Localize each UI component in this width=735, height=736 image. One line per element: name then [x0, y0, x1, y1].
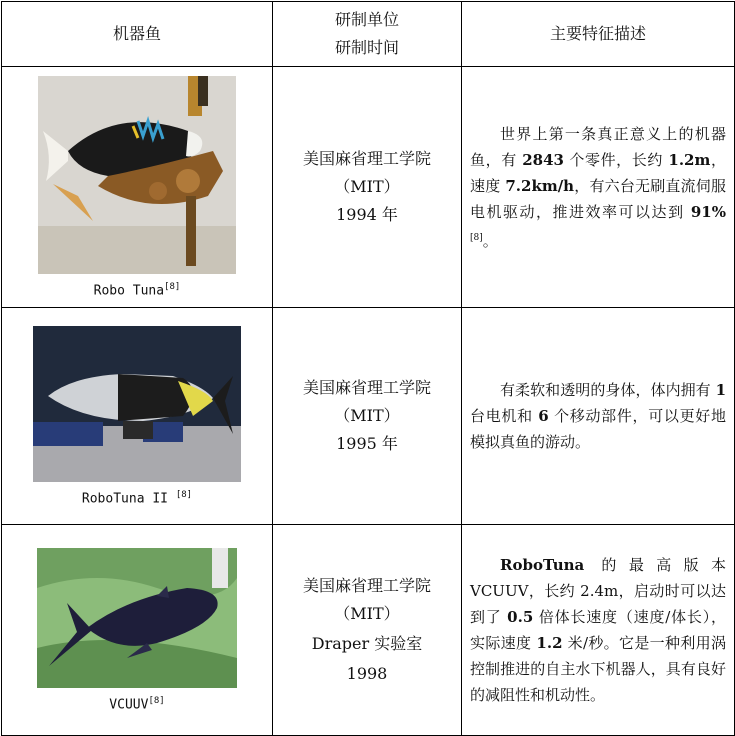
unit-year: 1998	[346, 664, 388, 683]
header-features-label: 主要特征描述	[549, 24, 646, 43]
fish-image-cell	[2, 308, 273, 525]
description-cell	[462, 308, 735, 525]
header-unit-time	[273, 2, 462, 67]
table-row	[2, 308, 735, 525]
unit-lab: Draper 实验室	[311, 634, 423, 653]
header-fish-label: 机器鱼	[112, 24, 161, 43]
caption-text: RoboTuna II	[81, 491, 168, 507]
unit-abbr: （MIT）	[334, 177, 400, 196]
robotuna-ii-photo	[33, 326, 241, 482]
fish-caption	[2, 696, 272, 712]
description-cell	[462, 525, 735, 736]
unit-year: 1995 年	[336, 434, 398, 453]
caption-ref: [8]	[148, 695, 165, 706]
header-features	[462, 2, 735, 67]
table-row	[2, 67, 735, 308]
unit-abbr: （MIT）	[334, 406, 400, 425]
header-fish	[2, 2, 273, 67]
unit-name: 美国麻省理工学院	[302, 149, 431, 168]
unit-year: 1994 年	[336, 205, 398, 224]
fish-caption	[2, 490, 272, 506]
vcuuv-photo	[37, 548, 237, 688]
caption-text: Robo Tuna	[93, 283, 165, 299]
fish-image-cell	[2, 67, 273, 308]
header-time-label: 研制时间	[334, 38, 399, 57]
caption-ref: [8]	[175, 489, 193, 500]
description-text: 有柔软和透明的身体，体内拥有 1 台电机和 6 个移动部件，可以更好地模拟真鱼的游动。	[470, 381, 726, 451]
unit-abbr: （MIT）	[334, 604, 400, 623]
fish-image-cell	[2, 525, 273, 736]
unit-cell	[273, 67, 462, 308]
caption-text: VCUUV	[109, 697, 149, 713]
header-unit-label: 研制单位	[334, 10, 399, 29]
unit-cell	[273, 308, 462, 525]
unit-cell	[273, 525, 462, 736]
description-text: RoboTuna 的最高版本 VCUUV，长约 2.4m，启动时可以达到了 0.5 倍体长速度（速度/体长），实际速度 1.2 米/秒。它是一种利用涡控制推进的自主水下机器人，具有良好的减阻性和机动性。	[470, 556, 726, 704]
description-text: 世界上第一条真正意义上的机器鱼，有 2843 个零件，长约 1.2m，速度 7.2km/h，有六台无刷直流伺服电机驱动，推进效率可以达到 91%[8]。	[470, 124, 726, 250]
fish-caption	[2, 282, 272, 298]
robotuna-photo	[38, 76, 236, 274]
table-header-row	[2, 2, 735, 67]
caption-ref: [8]	[164, 281, 181, 292]
unit-name: 美国麻省理工学院	[302, 378, 431, 397]
table-row	[2, 525, 735, 736]
description-cell	[462, 67, 735, 308]
unit-name: 美国麻省理工学院	[302, 576, 431, 595]
robot-fish-table	[1, 1, 735, 736]
